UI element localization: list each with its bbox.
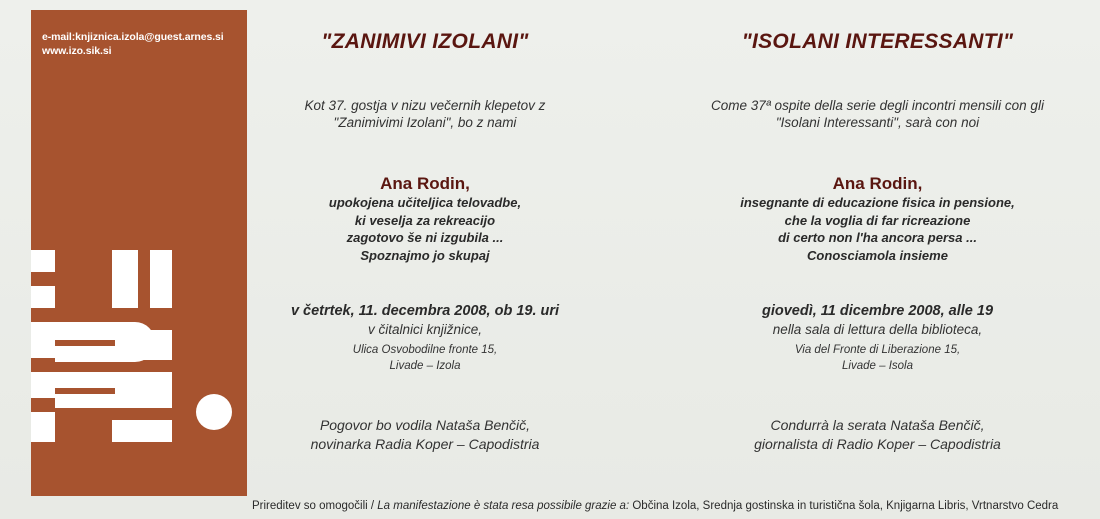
event-venue: nella sala di lettura della biblioteca, [772, 322, 983, 337]
guest-name: Ana Rodin, [832, 174, 923, 193]
footer-slovenian-label: Prireditev so omogočili / [252, 500, 375, 512]
intro-line: "Isolani Interessanti", sarà con noi [775, 115, 980, 130]
logo-k-block [112, 330, 172, 360]
logo-k-stem [150, 250, 172, 308]
intro-line: Kot 37. gostja v nizu večernih klepetov z [304, 98, 546, 113]
address-street: Ulica Osvobodilne fronte 15, [352, 344, 498, 356]
address-town: Livade – Isola [842, 360, 913, 372]
intro-line: "Zanimivimi Izolani", bo z nami [333, 115, 517, 130]
description-line: upokojena učiteljica telovadbe, [328, 195, 522, 210]
event-title: "ZANIMIVI IZOLANI" [321, 30, 529, 53]
email-text: e-mail:knjiznica.izola@guest.arnes.si [42, 31, 224, 43]
footer-sponsors: Občina Izola, Srednja gostinska in turistična šola, Knjigarna Libris, Vrtnarstvo Cedra [632, 500, 1059, 512]
host-text [690, 416, 1065, 454]
description-line: ki veselja za rekreacijo [354, 212, 496, 228]
host-line: novinarka Radia Koper – Capodistria [310, 436, 540, 452]
intro-text [690, 97, 1065, 131]
logo-bar [31, 372, 55, 398]
logo-bar [31, 250, 55, 272]
website-text: www.izo.sik.si [42, 45, 112, 57]
description-line: che la voglia di far ricreazione [784, 212, 971, 228]
description-line: Conosciamola insieme [807, 247, 948, 263]
event-venue: v čitalnici knjižnice, [367, 322, 483, 337]
description-line: insegnante di educazione fisica in pensione, [740, 195, 1015, 210]
event-address [260, 342, 590, 374]
logo-bar [31, 322, 55, 358]
host-line: Condurrà la serata Nataša Benčič, [770, 417, 985, 433]
logo-cut [55, 388, 115, 394]
intro-text [260, 97, 590, 131]
guest-name: Ana Rodin, [380, 174, 470, 193]
logo-cut [55, 340, 115, 346]
guest-description [260, 194, 590, 264]
address-street: Via del Fronte di Liberazione 15, [794, 344, 961, 356]
guest-description [690, 194, 1065, 264]
host-text [260, 416, 590, 454]
logo-i-stem [112, 420, 172, 442]
event-date: v četrtek, 11. decembra 2008, ob 19. uri [290, 303, 560, 319]
logo-k-block [112, 372, 172, 408]
mki-logo-icon [0, 0, 260, 519]
host-line: Pogovor bo vodila Nataša Benčič, [319, 417, 531, 433]
address-town: Livade – Izola [389, 360, 461, 372]
event-address [690, 342, 1065, 374]
logo-i-dot [196, 394, 232, 430]
intro-line: Come 37ª ospite della serie degli incontri mensili con gli [711, 98, 1044, 113]
footer-italian-label: La manifestazione è stata resa possibile grazie a: [377, 500, 630, 512]
event-title: "ISOLANI INTERESSANTI" [741, 30, 1014, 53]
logo-k-stem [112, 250, 138, 308]
event-date: giovedì, 11 dicembre 2008, alle 19 [761, 303, 994, 319]
logo-bar [31, 286, 55, 308]
description-line: zagotovo še ni izgubila ... [346, 230, 504, 245]
description-line: Spoznajmo jo skupaj [360, 247, 490, 263]
logo-bar [31, 412, 55, 442]
host-line: giornalista di Radio Koper – Capodistria [754, 436, 1001, 452]
description-line: di certo non l'ha ancora persa ... [778, 230, 977, 245]
sponsors-footer [252, 500, 1082, 512]
